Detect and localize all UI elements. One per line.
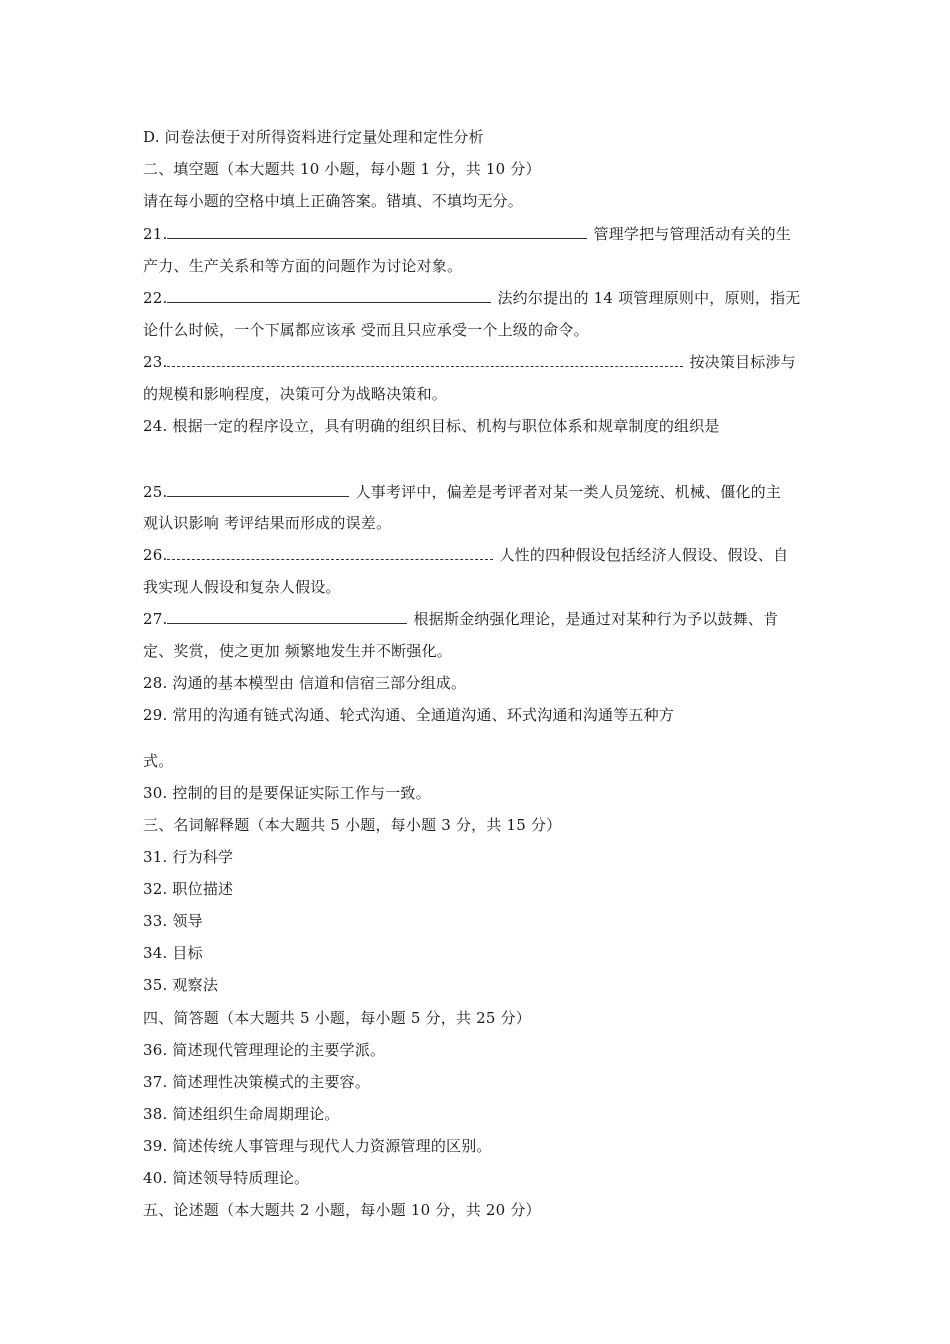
question-40: 40. 简述领导特质理论。 <box>143 1169 310 1187</box>
question-number: 22. <box>143 289 168 307</box>
question-text: 按决策目标涉与 <box>689 353 796 371</box>
question-29-cont: 式。 <box>143 752 174 770</box>
question-27 <box>143 609 778 629</box>
question-text: 人事考评中，偏差是考评者对某一类人员笼统、机械、僵化的主 <box>355 483 782 501</box>
option-d: D. 问卷法便于对所得资料进行定量处理和定性分析 <box>143 128 484 146</box>
question-33: 33. 领导 <box>143 912 203 930</box>
question-35: 35. 观察法 <box>143 976 219 994</box>
question-text: 根据斯金纳强化理论，是通过对某种行为予以鼓舞、肯 <box>413 610 779 628</box>
question-27-cont: 定、奖赏，使之更加 频繁地发生并不断强化。 <box>143 642 452 660</box>
question-34: 34. 目标 <box>143 944 203 962</box>
question-21 <box>143 224 791 244</box>
question-number: 23. <box>143 353 168 371</box>
question-30: 30. 控制的目的是要保证实际工作与一致。 <box>143 784 431 802</box>
question-26 <box>143 545 788 565</box>
answer-blank <box>167 609 407 624</box>
question-text: 法约尔提出的 14 项管理原则中，原则，指无 <box>497 289 801 307</box>
answer-blank <box>167 357 683 367</box>
question-31: 31. 行为科学 <box>143 848 234 866</box>
question-23-cont: 的规模和影响程度，决策可分为战略决策和。 <box>143 385 448 403</box>
question-38: 38. 简述组织生命周期理论。 <box>143 1105 340 1123</box>
question-text: 人性的四种假设包括经济人假设、假设、自 <box>499 546 789 564</box>
answer-blank <box>167 288 491 303</box>
question-32: 32. 职位描述 <box>143 880 234 898</box>
fill-in-instructions: 请在每小题的空格中填上正确答案。错填、不填均无分。 <box>143 192 524 210</box>
question-23 <box>143 352 796 372</box>
section-definitions-heading: 三、名词解释题（本大题共 5 小题，每小题 3 分，共 15 分） <box>143 816 562 834</box>
question-number: 26. <box>143 546 168 564</box>
question-25 <box>143 482 781 502</box>
question-39: 39. 简述传统人事管理与现代人力资源管理的区别。 <box>143 1137 492 1155</box>
question-22-cont: 论什么时候，一个下属都应该承 受而且只应承受一个上级的命令。 <box>143 321 589 339</box>
question-36: 36. 简述现代管理理论的主要学派。 <box>143 1041 386 1059</box>
answer-blank <box>167 550 493 560</box>
question-25-cont: 观认识影响 考评结果而形成的误差。 <box>143 514 392 532</box>
question-text: 管理学把与管理活动有关的生 <box>593 225 792 243</box>
section-essay-heading: 五、论述题（本大题共 2 小题，每小题 10 分，共 20 分） <box>143 1201 541 1219</box>
question-number: 21. <box>143 225 168 243</box>
question-number: 27. <box>143 610 168 628</box>
question-number: 25. <box>143 483 168 501</box>
question-22 <box>143 288 801 308</box>
answer-blank <box>167 224 587 239</box>
question-26-cont: 我实现人假设和复杂人假设。 <box>143 578 341 596</box>
answer-blank <box>167 482 349 497</box>
question-29: 29. 常用的沟通有链式沟通、轮式沟通、全通道沟通、环式沟通和沟通等五种方 <box>143 706 675 724</box>
section-fill-in-heading: 二、填空题（本大题共 10 小题，每小题 1 分，共 10 分） <box>143 160 541 178</box>
question-37: 37. 简述理性决策模式的主要容。 <box>143 1073 371 1091</box>
question-24: 24. 根据一定的程序设立，具有明确的组织目标、机构与职位体系和规章制度的组织是 <box>143 417 720 435</box>
section-short-answer-heading: 四、简答题（本大题共 5 小题，每小题 5 分，共 25 分） <box>143 1009 531 1027</box>
question-21-cont: 产力、生产关系和等方面的问题作为讨论对象。 <box>143 257 463 275</box>
question-28: 28. 沟通的基本模型由 信道和信宿三部分组成。 <box>143 674 467 692</box>
